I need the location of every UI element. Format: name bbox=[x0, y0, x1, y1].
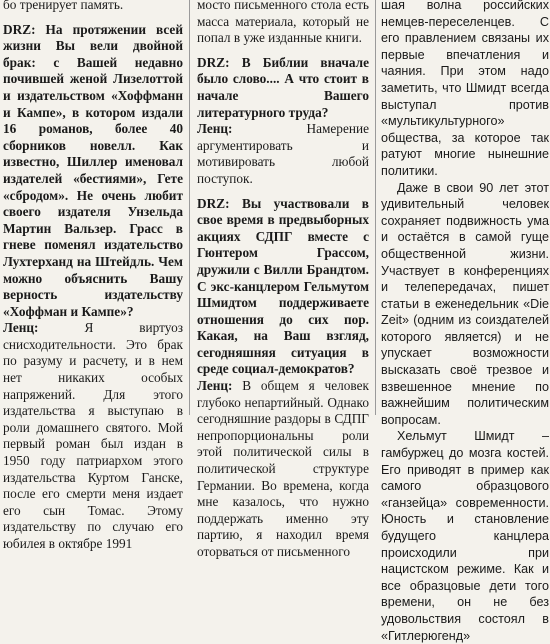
body-paragraph: шая волна российских немцев-переселенцев. С его правлением связаны их первые впечатления и чаяния. При этом надо заметить, что Шмидт всегда выступал против «мультикультурного» общества, за которое так ратуют многие нынешние политики. bbox=[381, 0, 549, 178]
interviewee-label: Ленц: bbox=[197, 121, 233, 137]
article-column-1 bbox=[3, 0, 184, 551]
continued-text: бо тренирует память. bbox=[3, 0, 124, 12]
answer-text: Намерение аргументировать и мотивировать любой поступок. bbox=[197, 121, 369, 186]
question-text: Вы участвовали в свое время в предвыборных акциях СДПГ вместе с Гюнтером Грассом, дружили с Вилли Брандтом. С экс-канцлером Гельмутом Шмидтом поддерживаете отношения до сих пор. Какая, на Ваш взгляд, сегодняшняя ситуация в среде социал-демократов? bbox=[197, 195, 369, 377]
interviewer-label: DRZ: bbox=[3, 21, 36, 37]
interviewer-label: DRZ: bbox=[197, 195, 230, 211]
interview-answer bbox=[197, 378, 369, 561]
interviewer-label: DRZ: bbox=[197, 54, 230, 70]
article-column-2 bbox=[197, 0, 370, 559]
body-paragraph: Даже в свои 90 лет этот удивительный человек сохраняет подвижность ума и остаётся в самой гуще общественной жизни. Участвует в конференциях и телепередачах, пишет статьи в еженедельник «Die Zeit» (одним из соиздателей которого является) и не упускает возможности высказать своё трезвое и взвешенное мнение по важнейшим политическим вопросам. bbox=[381, 180, 549, 427]
interview-question bbox=[197, 55, 369, 121]
interview-question bbox=[197, 196, 369, 379]
interviewee-label: Ленц: bbox=[3, 320, 39, 336]
body-paragraph: Хельмут Шмидт – гамбуржец до мозга костей. Его приводят в пример как самого образцового «ганзейца» современности. Юность и становление будущего канцлера происходили при нацистском режиме. Как и все образцовые дети того времени, он не без удовольствия состоял в «Гитлерюгенд» bbox=[381, 429, 549, 643]
column-divider-1 bbox=[189, 0, 190, 415]
answer-text: Я виртуоз снисходительности. Это брак по разуму и расчету, и в нем нет никаких особых напряжений. Для этого издательства я выступаю в роли домашнего святого. Мой первый роман был издан в 1950 году патриархом этого издательства Куртом Ганске, после его смерти меня издает его сын Томас. Этому издательству по случаю его юбилея в октябре 1991 bbox=[3, 320, 184, 551]
answer-text: В общем я человек глубоко непартийный. Однако сегодняшние раздоры в СДПГ непропорциональны роли этой политической силы в политической структуре Германии. Во времена, когда мне казалось, что нужно поддержать именно эту партию, я находил время оторваться от письменного bbox=[197, 378, 369, 559]
interview-answer bbox=[197, 121, 369, 187]
question-text: На протяжении всей жизни Вы вели двойной брак: с Вашей недавно почившей женой Лизелоттой и издательством «Хоффманн и Кампе», в котором издали 16 романов, более 40 сборников новелл. Как известно, Шиллер именовал издателей «бестиями», Гете «сбродом». Не очень любит своего издателя Унзельда Мартин Вальзер. Грасс в гневе поменял издательство Лухтерханд на Штейдль. Чем можно объяснить Вашу верность издательству «Хоффман и Кампе»? bbox=[3, 21, 183, 319]
interviewee-label: Ленц: bbox=[197, 378, 233, 394]
continued-text: мосто письменного стола есть масса материала, который не попал в уже изданные книги. bbox=[197, 0, 369, 46]
question-text: В Библии вначале было слово.... А что стоит в начале Вашего литературного труда? bbox=[197, 54, 370, 120]
article-column-3 bbox=[381, 0, 549, 643]
interview-question bbox=[3, 22, 183, 321]
interview-answer bbox=[3, 320, 183, 552]
column-divider-2 bbox=[375, 0, 376, 415]
